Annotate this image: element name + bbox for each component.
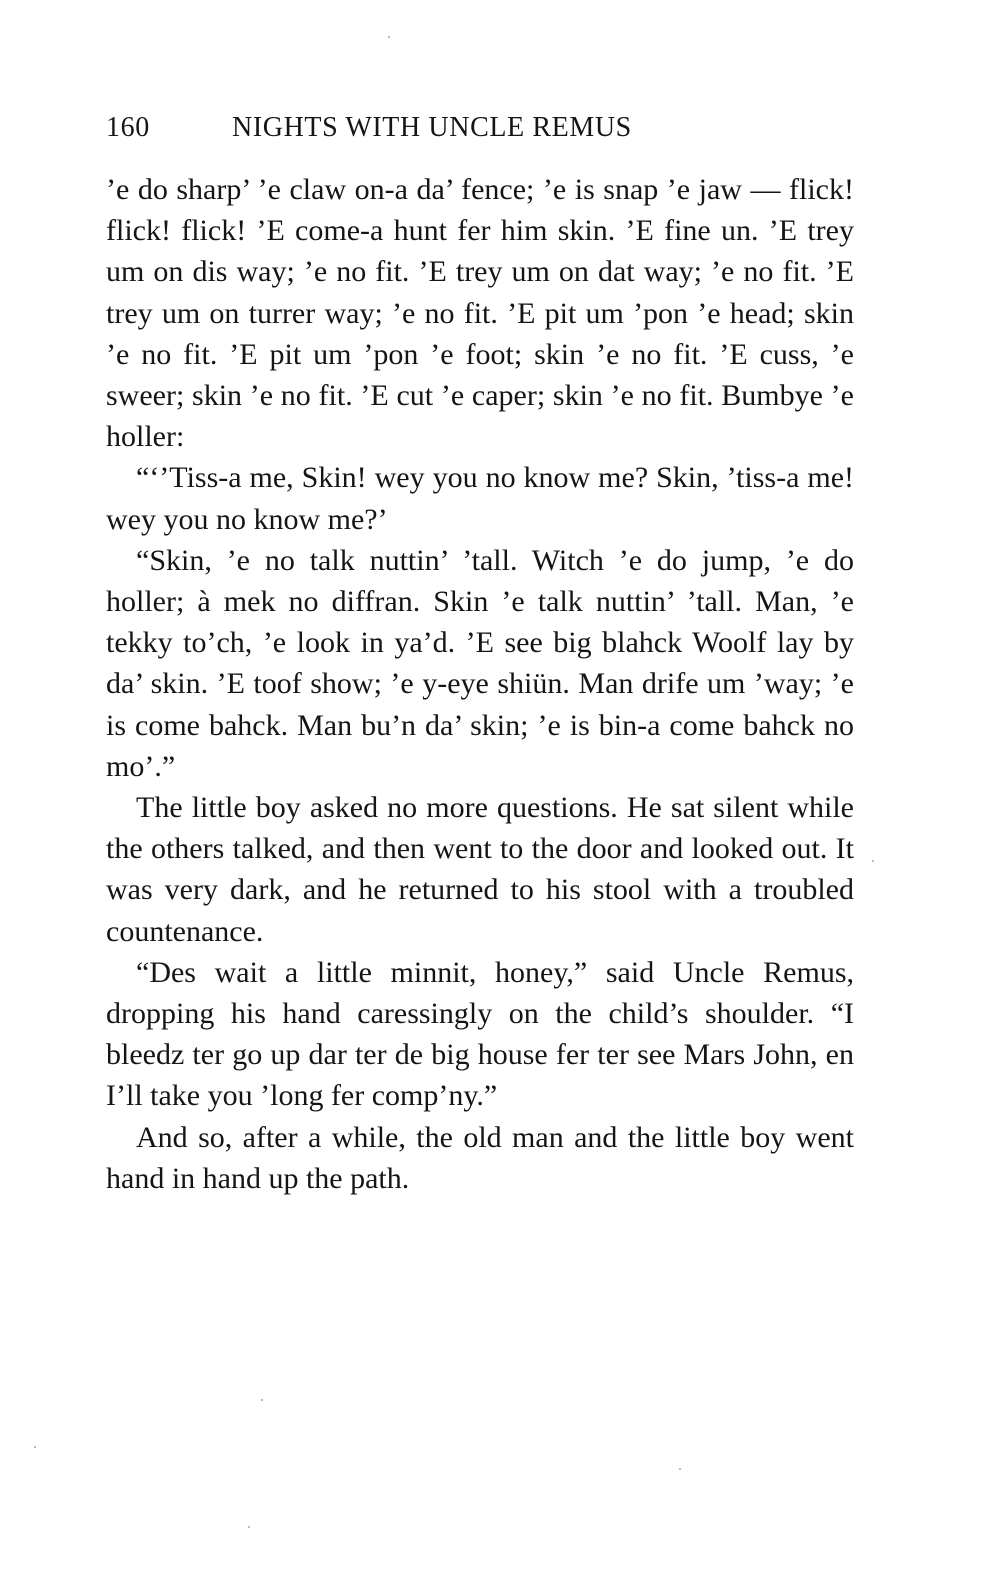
paragraph-6: And so, after a while, the old man and the little boy went hand in hand up the path. [106, 1120, 854, 1195]
paper-speck [261, 1399, 263, 1401]
paragraph-2: “‘’Tiss-a me, Skin! wey you no know me? Skin, ’tiss-a me! wey you no know me?’ [106, 461, 854, 536]
paragraph-5: “Des wait a little minnit, honey,” said Uncle Remus, dropping his hand caressingly on the child’s shoulder. “I bleedz ter go up dar ter de big house fer ter see Mars John, en I’ll take you ’long fer comp’ny.” [106, 955, 854, 1113]
paper-speck [34, 1446, 36, 1448]
paragraph-3: “Skin, ’e no talk nuttin’ ’tall. Witch ’e do jump, ’e do holler; à mek no diffran. Skin ’e talk nuttin’ ’tall. Man, ’e tekky to’ch, ’e look in ya’d. ’E see big blahck Woolf lay by da’ skin. ’E toof show; ’e y-eye shiün. Man drife um ’way; ’e is come bahck. Man bu’n da’ skin; ’e is bin-a come bahck no mo’.” [106, 543, 854, 783]
page-header [106, 112, 866, 158]
page-number: 160 [106, 112, 150, 143]
paper-speck [248, 1526, 250, 1528]
paragraph-1: ’e do sharp’ ’e claw on-a da’ fence; ’e is snap ’e jaw — flick! flick! flick! ’E come-a hunt fer him skin. ’E fine un. ’E trey um on dis way; ’e no fit. ’E trey um on dat way; ’e no fit. ’E trey um on turrer way; ’e no fit. ’E pit um ’pon ’e head; skin ’e no fit. ’E pit um ’pon ’e foot; skin ’e no fit. ’E cuss, ’e sweer; skin ’e no fit. ’E cut ’e caper; skin ’e no fit. Bumbye ’e holler: [106, 173, 854, 454]
paper-speck [872, 860, 874, 862]
paper-speck [388, 36, 390, 38]
paper-speck [679, 1468, 681, 1470]
body-text [106, 169, 854, 1199]
running-title: NIGHTS WITH UNCLE REMUS [232, 112, 632, 143]
paragraph-4: The little boy asked no more questions. He sat silent while the others talked, and then went to the door and looked out. It was very dark, and he returned to his stool with a troubled countenance. [106, 791, 854, 948]
